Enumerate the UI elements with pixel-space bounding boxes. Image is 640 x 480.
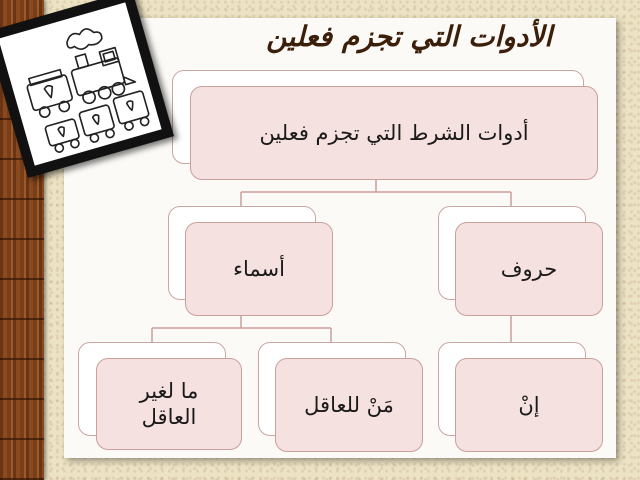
leaf-man-box: [275, 358, 423, 452]
branch-huruf-box: [455, 222, 603, 316]
root-label: أدوات الشرط التي تجزم فعلين: [259, 120, 529, 145]
leaf-in-box: [455, 358, 603, 452]
leaf-ma-label: ما لغير العاقل: [139, 378, 199, 429]
slide-title: الأدوات التي تجزم فعلين: [266, 20, 552, 53]
branch-asmaa-label: أسماء: [233, 256, 285, 281]
leaf-ma-box: [96, 358, 242, 450]
root-box: [190, 86, 598, 180]
branch-asmaa-box: [185, 222, 333, 316]
leaf-man-label: مَنْ للعاقل: [304, 392, 394, 417]
train-clipart-icon: [0, 2, 162, 165]
leaf-in-label: إنْ: [518, 392, 540, 417]
branch-huruf-label: حروف: [500, 256, 558, 281]
